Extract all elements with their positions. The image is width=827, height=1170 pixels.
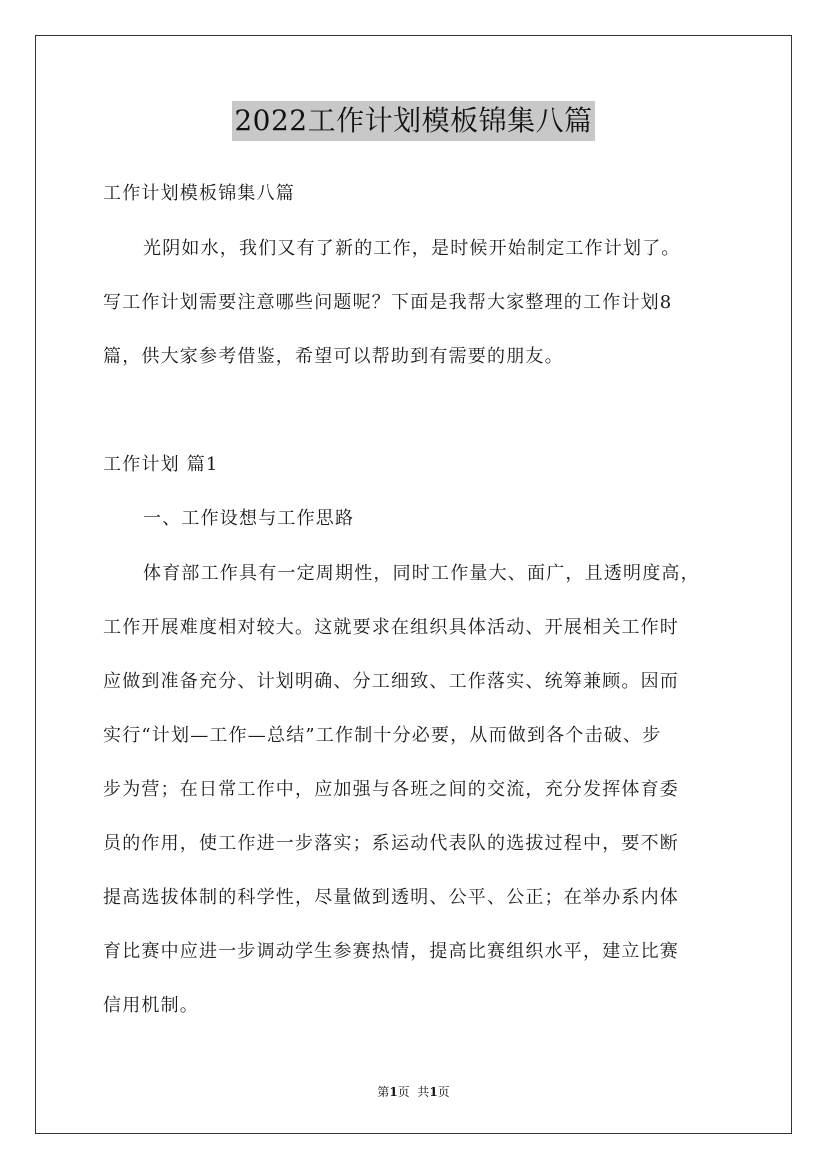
body-line-2: 工作开展难度相对较大。这就要求在组织具体活动、开展相关工作时 xyxy=(103,617,679,638)
footer-page-mid: 页 共 xyxy=(397,1085,430,1099)
body-line-5: 步为营；在日常工作中，应加强与各班之间的交流，充分发挥体育委 xyxy=(103,779,679,800)
body-line-4: 实行“计划—工作—总结”工作制十分必要，从而做到各个击破、步 xyxy=(103,725,662,746)
intro-line-3: 篇，供大家参考借鉴，希望可以帮助到有需要的朋友。 xyxy=(103,346,564,367)
body-line-7: 提高选拔体制的科学性，尽量做到透明、公平、公正；在举办系内体 xyxy=(103,887,679,908)
body-line-3: 应做到准备充分、计划明确、分工细致、工作落实、统筹兼顾。因而 xyxy=(103,671,679,692)
intro-line-1: 光阴如水，我们又有了新的工作，是时候开始制定工作计划了。 xyxy=(143,238,681,259)
footer-page-suffix: 页 xyxy=(437,1085,450,1099)
body-line-9: 信用机制。 xyxy=(103,995,199,1016)
footer-page-total: 1 xyxy=(429,1085,438,1099)
page-footer xyxy=(0,1083,827,1101)
document-subtitle: 工作计划模板锦集八篇 xyxy=(103,183,295,204)
intro-line-2: 写工作计划需要注意哪些问题呢？下面是我帮大家整理的工作计划8 xyxy=(103,292,673,313)
footer-page-prefix: 第 xyxy=(377,1085,390,1099)
body-line-1: 体育部工作具有一定周期性，同时工作量大、面广，且透明度高， xyxy=(143,563,700,584)
section-heading: 工作计划 篇1 xyxy=(103,454,219,475)
subheading: 一、工作设想与工作思路 xyxy=(143,508,355,529)
document-title: 2022工作计划模板锦集八篇 xyxy=(232,101,594,141)
footer-page-current: 1 xyxy=(389,1085,398,1099)
title-container xyxy=(0,101,827,141)
body-line-8: 育比赛中应进一步调动学生参赛热情，提高比赛组织水平，建立比赛 xyxy=(103,941,679,962)
body-line-6: 员的作用，使工作进一步落实；系运动代表队的选拔过程中，要不断 xyxy=(103,833,679,854)
